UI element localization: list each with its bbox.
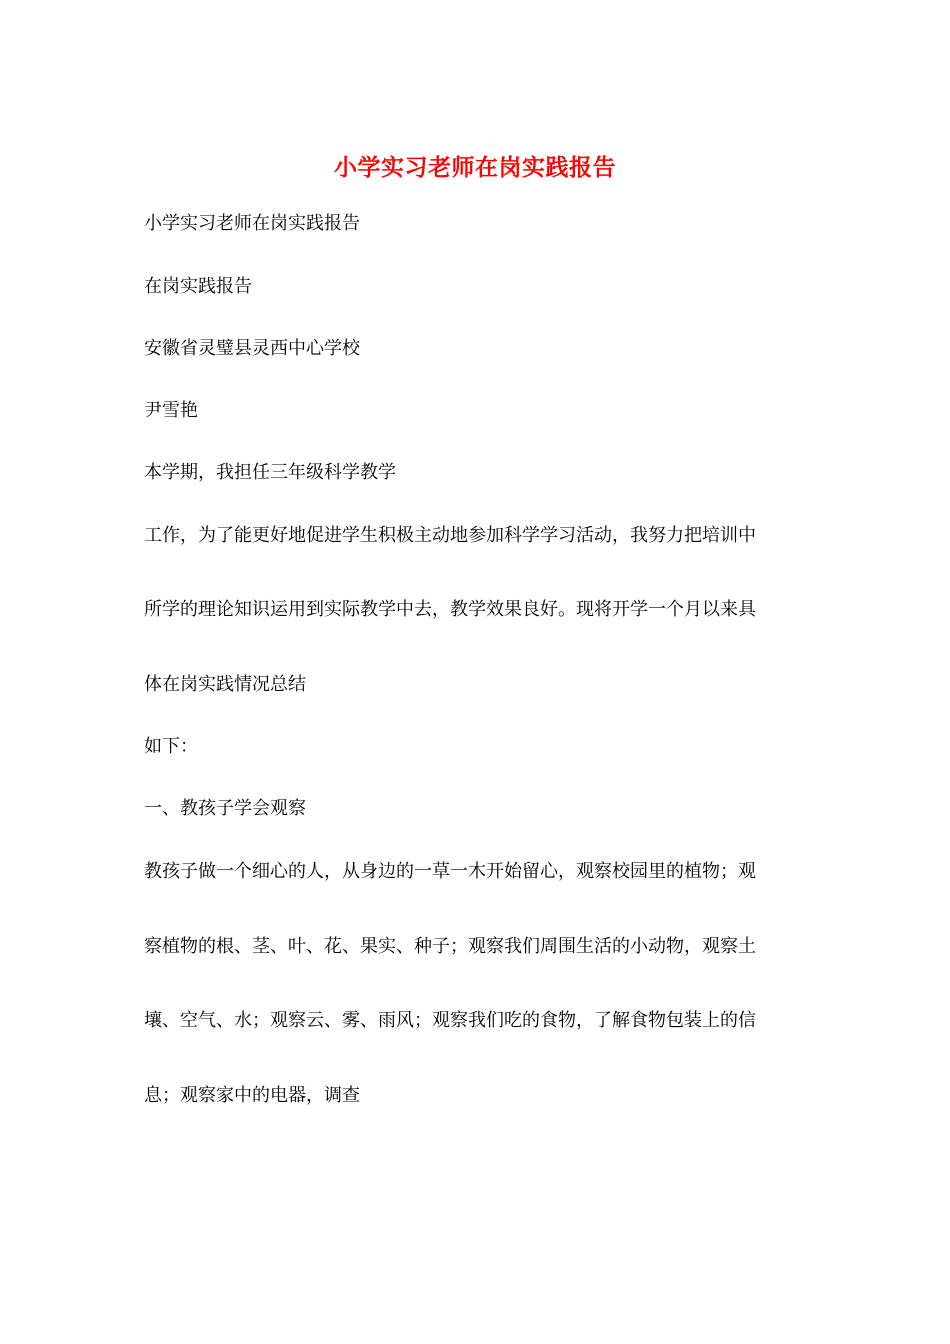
- document-line: 息；观察家中的电器，调查: [144, 1085, 360, 1106]
- document-line: 在岗实践报告: [144, 276, 252, 297]
- document-line: 尹雪艳: [144, 400, 198, 421]
- document-line: 小学实习老师在岗实践报告: [144, 213, 360, 234]
- document-line: 所学的理论知识运用到实际教学中去，教学效果良好。现将开学一个月以来具: [144, 599, 756, 620]
- document-line: 工作，为了能更好地促进学生积极主动地参加科学学习活动，我努力把培训中: [144, 525, 756, 546]
- document-line: 教孩子做一个细心的人，从身边的一草一木开始留心，观察校园里的植物；观: [144, 861, 756, 882]
- document-line: 壤、空气、水；观察云、雾、雨风；观察我们吃的食物，了解食物包装上的信: [144, 1010, 756, 1031]
- section-heading: 一、教孩子学会观察: [144, 798, 306, 819]
- document-line: 如下：: [144, 736, 198, 757]
- document-line: 察植物的根、茎、叶、花、果实、种子；观察我们周围生活的小动物，观察土: [144, 936, 756, 957]
- document-line: 体在岗实践情况总结: [144, 674, 306, 695]
- document-line: 安徽省灵璧县灵西中心学校: [144, 338, 360, 359]
- document-title: 小学实习老师在岗实践报告: [334, 154, 616, 181]
- document-line: 本学期，我担任三年级科学教学: [144, 462, 396, 483]
